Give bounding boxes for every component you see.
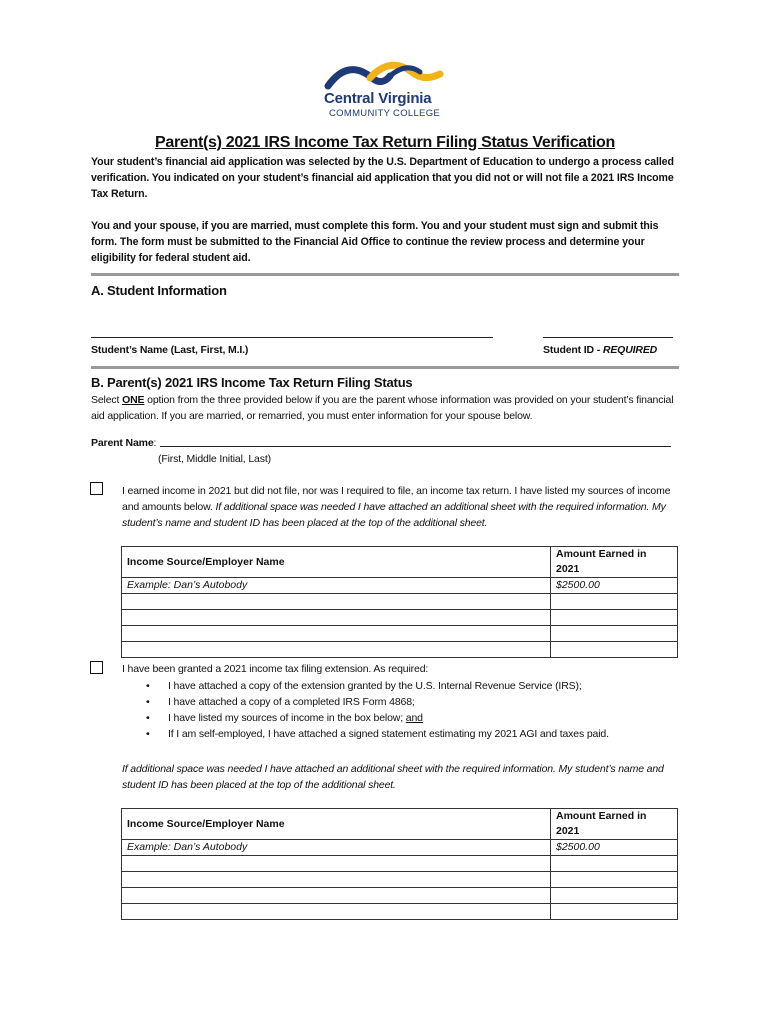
table-header-row [122, 547, 678, 578]
amount-cell[interactable] [551, 856, 678, 872]
list-item [146, 710, 609, 726]
income-source-cell[interactable] [122, 642, 551, 658]
income-source-cell[interactable] [122, 856, 551, 872]
table-header-row [122, 809, 678, 840]
option-2-requirements-list [146, 678, 609, 742]
select-post: option from the three provided below if you are the parent whose information was provided on your student’s financial aid application. If you are married, or remarried, you must enter information for your spouse below. [91, 394, 674, 422]
income-table-1 [121, 546, 678, 658]
college-logo [320, 56, 452, 122]
example-amount-cell: $2500.00 [551, 840, 678, 856]
table-row [122, 840, 678, 856]
intro-paragraph-2: You and your spouse, if you are married, must complete this form. You and your student must sign and submit this form. The form must be submitted to the Financial Aid Office to continue the review process and determine your eligibility for federal student aid. [91, 220, 659, 264]
select-instructions [91, 392, 681, 424]
student-id-field[interactable] [543, 337, 673, 338]
option-2-checkbox[interactable] [90, 661, 103, 674]
option-1-note: If additional space was needed I have attached an additional sheet with the required information. My student’s name and student ID has been placed at the top of the additional sheet. [122, 501, 666, 529]
section-a-heading: A. Student Information [91, 283, 227, 298]
parent-name-field[interactable] [160, 446, 671, 447]
list-item: • I have attached a copy of a completed IRS Form 4868; [146, 694, 609, 710]
logo-college-subtitle: COMMUNITY COLLEGE [329, 108, 441, 119]
amount-header: Amount Earned in 2021 [551, 809, 678, 840]
table-row [122, 594, 678, 610]
income-source-header: Income Source/Employer Name [122, 809, 551, 840]
student-name-label: Student’s Name (Last, First, M.I.) [91, 344, 249, 356]
amount-cell[interactable] [551, 626, 678, 642]
section-b-heading: B. Parent(s) 2021 IRS Income Tax Return Filing Status [91, 375, 413, 390]
amount-cell[interactable] [551, 594, 678, 610]
logo-mountains-icon [320, 56, 452, 92]
student-id-required: REQUIRED [602, 344, 658, 356]
parent-name-label-text: Parent Name [91, 437, 154, 449]
additional-sheet-note: If additional space was needed I have attached an additional sheet with the required information. My student’s name and student ID has been placed at the top of the additional sheet. [122, 763, 664, 791]
student-id-label-text: Student ID - [543, 344, 603, 356]
student-id-label [543, 342, 657, 358]
option-1-checkbox[interactable] [90, 482, 103, 495]
table-row [122, 872, 678, 888]
select-pre: Select [91, 394, 123, 406]
page-title: Parent(s) 2021 IRS Income Tax Return Filing Status Verification [154, 134, 616, 151]
table-row [122, 856, 678, 872]
table-row [122, 626, 678, 642]
income-source-cell[interactable] [122, 610, 551, 626]
amount-header: Amount Earned in 2021 [551, 547, 678, 578]
income-table-2 [121, 808, 678, 920]
example-amount-cell: $2500.00 [551, 578, 678, 594]
list-item-text: I have listed my sources of income in the box below; [168, 712, 406, 724]
option-2-text: I have been granted a 2021 income tax filing extension. As required: [122, 663, 429, 675]
amount-cell[interactable] [551, 888, 678, 904]
amount-cell[interactable] [551, 904, 678, 920]
example-source-cell: Example: Dan’s Autobody [122, 840, 551, 856]
table-row [122, 904, 678, 920]
list-item: • I have attached a copy of the extension granted by the U.S. Internal Revenue Service (IRS); [146, 678, 609, 694]
parent-name-hint: (First, Middle Initial, Last) [158, 453, 271, 465]
income-source-header: Income Source/Employer Name [122, 547, 551, 578]
logo-college-name: Central Virginia [324, 90, 432, 107]
amount-cell[interactable] [551, 642, 678, 658]
list-item: • If I am self-employed, I have attached a signed statement estimating my 2021 AGI and taxes paid. [146, 726, 609, 742]
table-row [122, 610, 678, 626]
example-source-cell: Example: Dan’s Autobody [122, 578, 551, 594]
income-source-cell[interactable] [122, 904, 551, 920]
table-row [122, 642, 678, 658]
option-1-statement: I earned income in 2021 but did not file, nor was I required to file, an income tax return. I have listed my sources of income and amounts below. [122, 485, 671, 513]
income-source-cell[interactable] [122, 626, 551, 642]
section-divider [91, 273, 679, 276]
select-one-emphasis: ONE [122, 394, 145, 406]
option-1-text [122, 483, 682, 531]
amount-cell[interactable] [551, 872, 678, 888]
table-row [122, 578, 678, 594]
amount-cell[interactable] [551, 610, 678, 626]
income-source-cell[interactable] [122, 888, 551, 904]
income-source-cell[interactable] [122, 872, 551, 888]
parent-name-label: Parent Name: [91, 437, 157, 449]
list-item-and: and [405, 712, 423, 724]
intro-paragraph-1: Your student’s financial aid application was selected by the U.S. Department of Education to undergo a process called verification. You indicated on your student’s financial aid application that you did not or will not file a 2021 IRS Income Tax Return. [91, 156, 674, 200]
section-divider [91, 366, 679, 369]
income-source-cell[interactable] [122, 594, 551, 610]
table-row [122, 888, 678, 904]
student-name-field[interactable] [91, 337, 493, 338]
